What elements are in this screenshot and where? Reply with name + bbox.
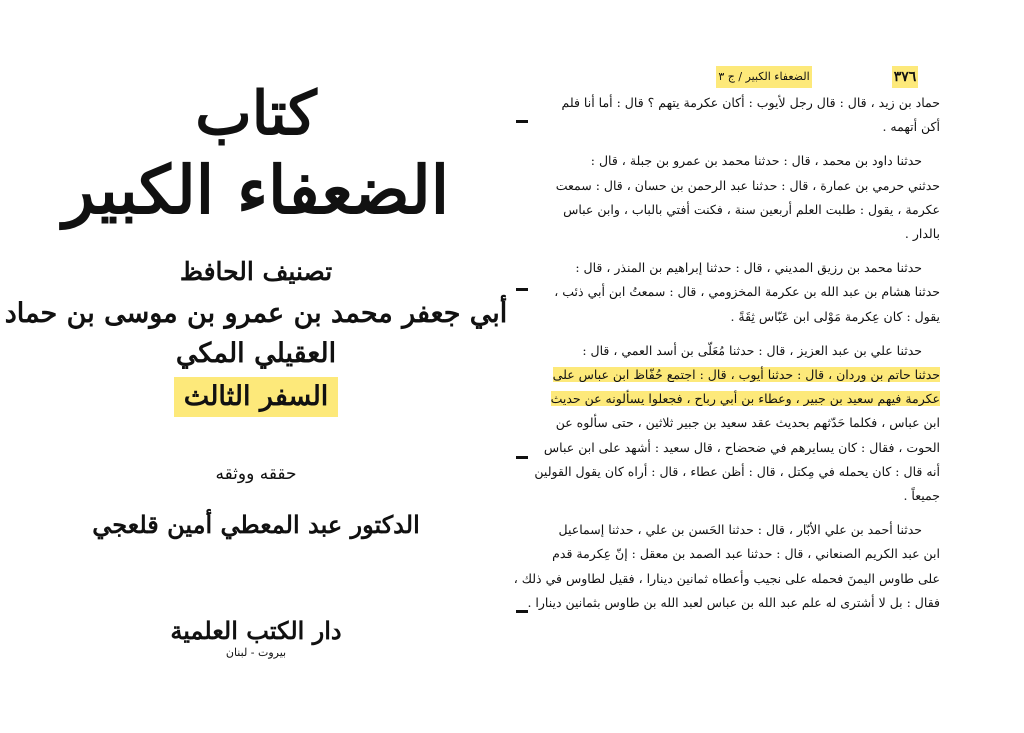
book-title: الضعفاء الكبير: [62, 151, 450, 229]
text-line: حماد بن زيد ، قال : قال رجل لأيوب : أكان عكرمة يتهم ؟ قال : أما أنا فلم: [561, 95, 940, 110]
paragraph: [534, 339, 940, 508]
text-line: حدثنا داود بن محمد ، قال : حدثنا محمد بن عمرو بن جبلة ، قال :: [590, 153, 922, 169]
highlighted-text: حدثنا حاتم بن وردان ، قال : حدثنا أيوب ، قال : اجتمع حُفّاظ ابن عباس على: [552, 367, 940, 383]
text-line: [550, 387, 940, 411]
text-line: أكن أتهمه .: [882, 119, 940, 135]
text-line: أنه قال : كان يحمله في مِكتل ، قال : أظن عطاء ، قال : أراه كان يقول القولين: [534, 463, 940, 479]
text-line: حدثنا علي بن عبد العزيز ، قال : حدثنا مُعَلّى بن أسد العمي ، قال :: [582, 342, 922, 358]
volume-label-wrap: [0, 377, 512, 417]
page-number: ٣٧٦: [892, 66, 918, 88]
text-line: فقال : بل لا أشترى له علم عبد الله بن عباس لعبد الله بن طاوس بثمانين دينارا .: [527, 594, 940, 610]
text-line: بالدار .: [904, 226, 940, 242]
paragraph: [554, 256, 940, 329]
text-line: يقول : كان عِكرمة مَوْلى ابن عَبّاس ثِقَةً .: [730, 308, 940, 324]
paragraph: [555, 149, 940, 246]
text-line: حدثنا محمد بن رزيق المديني ، قال : حدثنا إبراهيم بن المنذر ، قال :: [575, 260, 922, 276]
page-text: [513, 91, 940, 625]
book-label: كتاب: [195, 79, 317, 149]
text-line: [552, 363, 940, 387]
spine-mark: [516, 120, 528, 123]
spine-mark: [516, 610, 528, 613]
text-line: ابن عباس ، فكلما حَدّثهم بحديث عقد سعيد بن جبير ثلاثين ، حتى سألوه عن: [555, 415, 940, 431]
text-line: حدثنا هشام بن عبد الله بن عكرمة المخزومي ، قال : سمعتُ ابن أبي ذئب ،: [554, 284, 940, 300]
paragraph: [561, 91, 940, 139]
text-line: عكرمة ، يقول : طلبت العلم أربعين سنة ، فكنت أفتي بالباب ، وابن عباس: [563, 201, 940, 217]
publisher-logo: دار الكتب العلمية: [170, 616, 342, 645]
publisher-city: بيروت - لبنان: [225, 646, 287, 659]
author-name: أبي جعفر محمد بن عمرو بن موسى بن حماد العقيلي المكي: [4, 298, 508, 369]
text-line: على طاوس اليمنَ فحمله على نجيب وأعطاه ثمانين دينارا ، فقيل لطاوس في ذلك ،: [513, 570, 940, 586]
text-line: الحوت ، فقال : كان يسايرهم في ضحضاح ، قال سعيد : أشهد على ابن عباس: [543, 439, 940, 455]
compiled-by: تصنيف الحافظ: [179, 257, 333, 286]
spine-mark: [516, 456, 528, 459]
paragraph: [513, 518, 940, 615]
spine-mark: [516, 288, 528, 291]
running-header: الضعفاء الكبير / ج ٣: [716, 66, 812, 88]
editor-name: الدكتور عبد المعطي أمين قلعجي: [92, 510, 420, 539]
text-line: ابن عبد الكريم الصنعاني ، قال : حدثنا عبد الصمد بن معقل : إنّ عِكرمة قدم: [552, 546, 940, 562]
highlighted-text: عكرمة فيهم سعيد بن جبير ، وعطاء بن أبي رباح ، فجعلوا يسألونه عن حديث: [550, 391, 940, 407]
text-line: جميعاً .: [903, 488, 940, 504]
editing-credit: حققه ووثقه: [215, 464, 297, 484]
text-line: حدثني حرمي بن عمارة ، قال : حدثنا عبد الرحمن بن حسان ، قال : سمعت: [555, 177, 940, 193]
text-line: حدثنا أحمد بن علي الأبّار ، قال : حدثنا الحَسن بن علي ، حدثنا إسماعيل: [558, 522, 922, 538]
volume-label: السفر الثالث: [174, 377, 339, 417]
